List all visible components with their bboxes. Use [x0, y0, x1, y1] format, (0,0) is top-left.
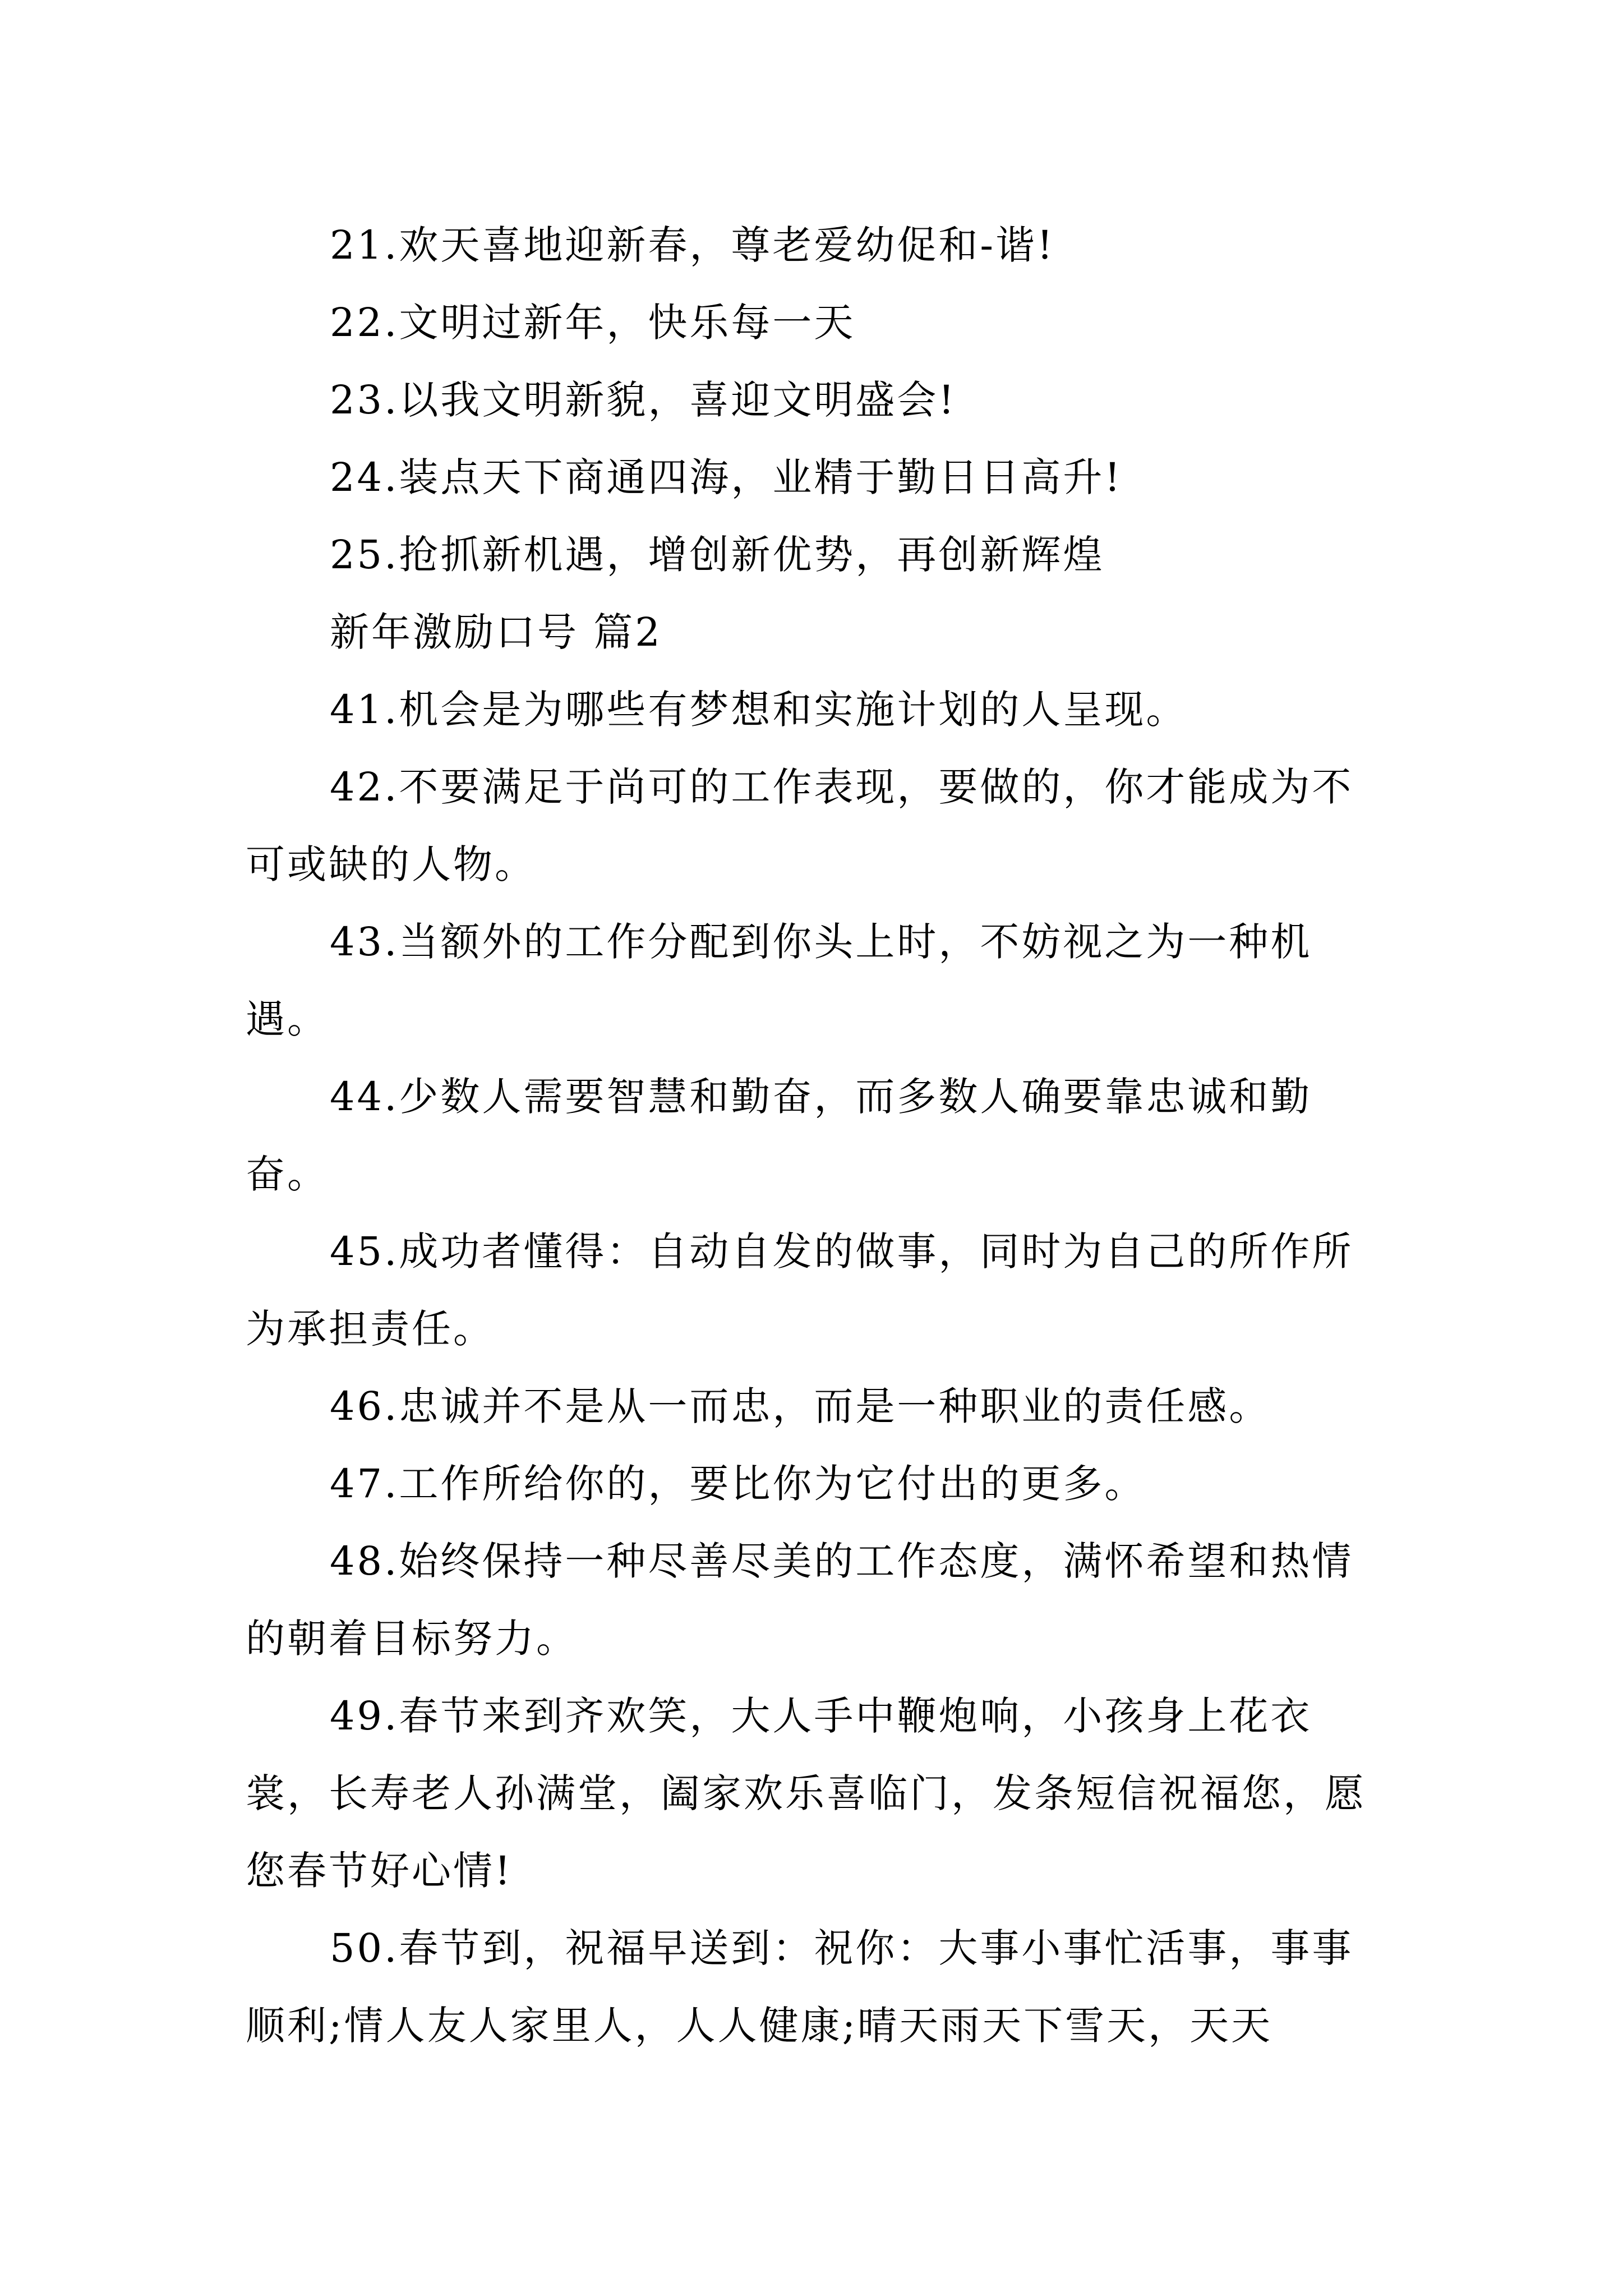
paragraph: 45.成功者懂得：自动自发的做事，同时为自己的所作所为承担责任。 [246, 1228, 1354, 1352]
section-heading: 新年激励口号 篇2 [330, 609, 662, 655]
paragraph: 44.少数人需要智慧和勤奋，而多数人确要靠忠诚和勤奋。 [246, 1074, 1312, 1197]
list-item: 22.文明过新年，快乐每一天 [330, 300, 856, 346]
document-body [246, 206, 1387, 2064]
paragraph: 43.当额外的工作分配到你头上时，不妨视之为一种机遇。 [246, 919, 1312, 1042]
list-item: 46.忠诚并不是从一而忠，而是一种职业的责任感。 [330, 1383, 1271, 1429]
list-item: 21.欢天喜地迎新春，尊老爱幼促和-谐! [330, 222, 1055, 268]
list-item: 25.抢抓新机遇，增创新优势，再创新辉煌 [330, 532, 1105, 578]
list-item: 41.机会是为哪些有梦想和实施计划的人呈现。 [330, 687, 1188, 733]
list-item: 23.以我文明新貌，喜迎文明盛会! [330, 377, 957, 423]
paragraph: 42.不要满足于尚可的工作表现，要做的，你才能成为不可或缺的人物。 [246, 764, 1354, 887]
paragraph: 48.始终保持一种尽善尽美的工作态度，满怀希望和热情的朝着目标努力。 [246, 1538, 1354, 1662]
paragraph: 49.春节来到齐欢笑，大人手中鞭炮响，小孩身上花衣裳，长寿老人孙满堂，阖家欢乐喜临门，发条短信祝福您，愿您春节好心情! [246, 1693, 1366, 1894]
paragraph: 50.春节到，祝福早送到：祝你：大事小事忙活事，事事顺利;情人友人家里人，人人健康;晴天雨天下雪天，天天 [246, 1925, 1354, 2049]
list-item: 24.装点天下商通四海，业精于勤日日高升! [330, 454, 1123, 500]
list-item: 47.工作所给你的，要比你为它付出的更多。 [330, 1461, 1146, 1507]
